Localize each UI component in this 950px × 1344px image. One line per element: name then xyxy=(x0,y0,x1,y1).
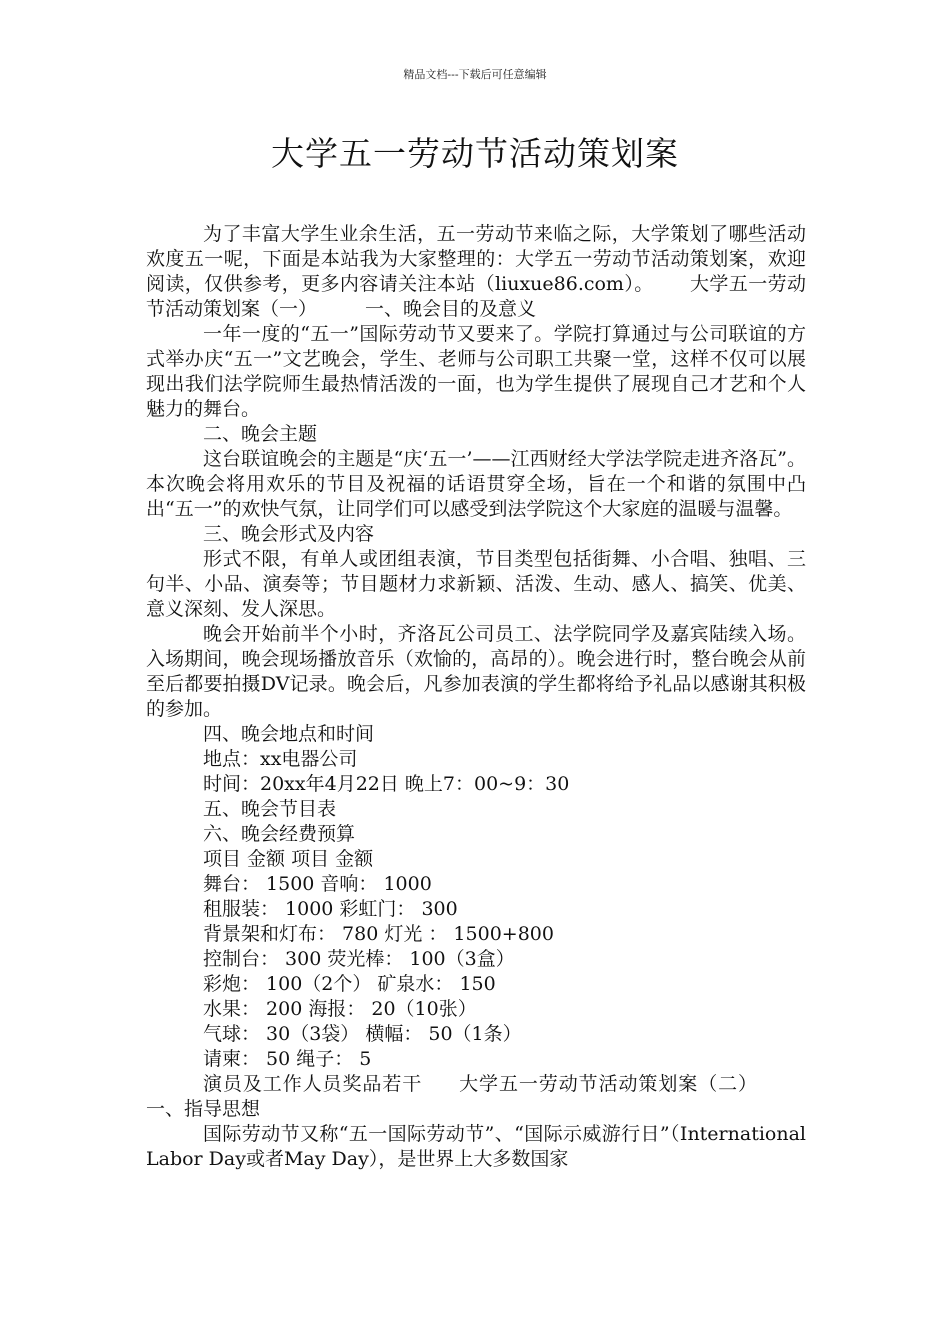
section5-heading: 五、晚会节目表 xyxy=(203,798,337,820)
budget-line: 气球： 30（3袋） 横幅： 50（1条） xyxy=(203,1023,522,1045)
purpose-paragraph: 一年一度的“五一”国际劳动节又要来了。学院打算通过与公司联谊的方式举办庆“五一”文艺晚会，学生、老师与公司职工共聚一堂，这样不仅可以展现出我们法学院师生最热情活泼的一面，也为学生提供了展现自己才艺和个人魅力的舞台。 xyxy=(146,323,806,420)
theme-paragraph: 这台联谊晚会的主题是“庆‘五一’——江西财经大学法学院走进齐洛瓦”。本次晚会将用欢乐的节目及祝福的话语贯穿全场，旨在一个和谐的氛围中凸出“五一”的欢快气氛，让同学们可以感受到法学院这个大家庭的温暖与温馨。 xyxy=(146,448,806,520)
budget-line: 控制台： 300 荧光棒： 100（3盒） xyxy=(203,948,515,970)
section4-heading: 四、晚会地点和时间 xyxy=(203,723,375,745)
awards-line: 演员及工作人员奖品若干 xyxy=(203,1073,423,1095)
budget-line: 舞台： 1500 音响： 1000 xyxy=(203,873,432,895)
header-note: 精品文档---下载后可任意编辑 xyxy=(403,68,547,81)
guidance-paragraph: 国际劳动节又称“五一国际劳动节”、“国际示威游行日”（International Labor Day或者May Day），是世界上大多数国家 xyxy=(146,1123,806,1170)
budget-line: 水果： 200 海报： 20（10张） xyxy=(203,998,477,1020)
budget-line: 请柬： 50 绳子： 5 xyxy=(203,1048,372,1070)
plan1-heading: 大学五一劳动节活动策划案（一） xyxy=(146,273,806,320)
section3-heading: 三、晚会形式及内容 xyxy=(203,523,375,545)
budget-line: 彩炮： 100（2个） 矿泉水： 150 xyxy=(203,973,496,995)
section6-heading: 六、晚会经费预算 xyxy=(203,823,356,845)
plan1-section1-heading: 一、晚会目的及意义 xyxy=(365,298,537,320)
form-paragraph: 形式不限，有单人或团组表演，节目类型包括街舞、小合唱、独唱、三句半、小品、演奏等；节目题材力求新颖、活泼、生动、感人、搞笑、优美、意义深刻、发人深思。 xyxy=(146,548,806,620)
intro-paragraph xyxy=(146,222,806,322)
budget-line: 租服装： 1000 彩虹门： 300 xyxy=(203,898,458,920)
document-title: 大学五一劳动节活动策划案 xyxy=(271,134,679,173)
intro-text: 为了丰富大学生业余生活，五一劳动节来临之际，大学策划了哪些活动欢度五一呢，下面是本站我为大家整理的：大学五一劳动节活动策划案，欢迎阅读，仅供参考，更多内容请关注本站（liuxue86.com）。 xyxy=(146,223,806,295)
awards-paragraph xyxy=(146,1072,806,1122)
plan2-section1-heading: 一、指导思想 xyxy=(146,1098,261,1120)
section2-heading: 二、晚会主题 xyxy=(203,423,318,445)
plan2-heading: 大学五一劳动节活动策划案（二） xyxy=(458,1073,758,1095)
budget-line: 背景架和灯布： 780 灯光 ： 1500+800 xyxy=(203,923,554,945)
budget-line: 项目 金额 项目 金额 xyxy=(203,848,374,870)
location-line: 地点：xx电器公司 xyxy=(203,748,358,770)
flow-paragraph: 晚会开始前半个小时，齐洛瓦公司员工、法学院同学及嘉宾陆续入场。入场期间，晚会现场播放音乐（欢愉的，高昂的）。晚会进行时，整台晚会从前至后都要拍摄DV记录。晚会后，凡参加表演的学生都将给予礼品以感谢其积极的参加。 xyxy=(146,623,806,720)
document-body xyxy=(146,222,806,1172)
time-line: 时间：20xx年4月22日 晚上7：00~9：30 xyxy=(203,773,570,795)
